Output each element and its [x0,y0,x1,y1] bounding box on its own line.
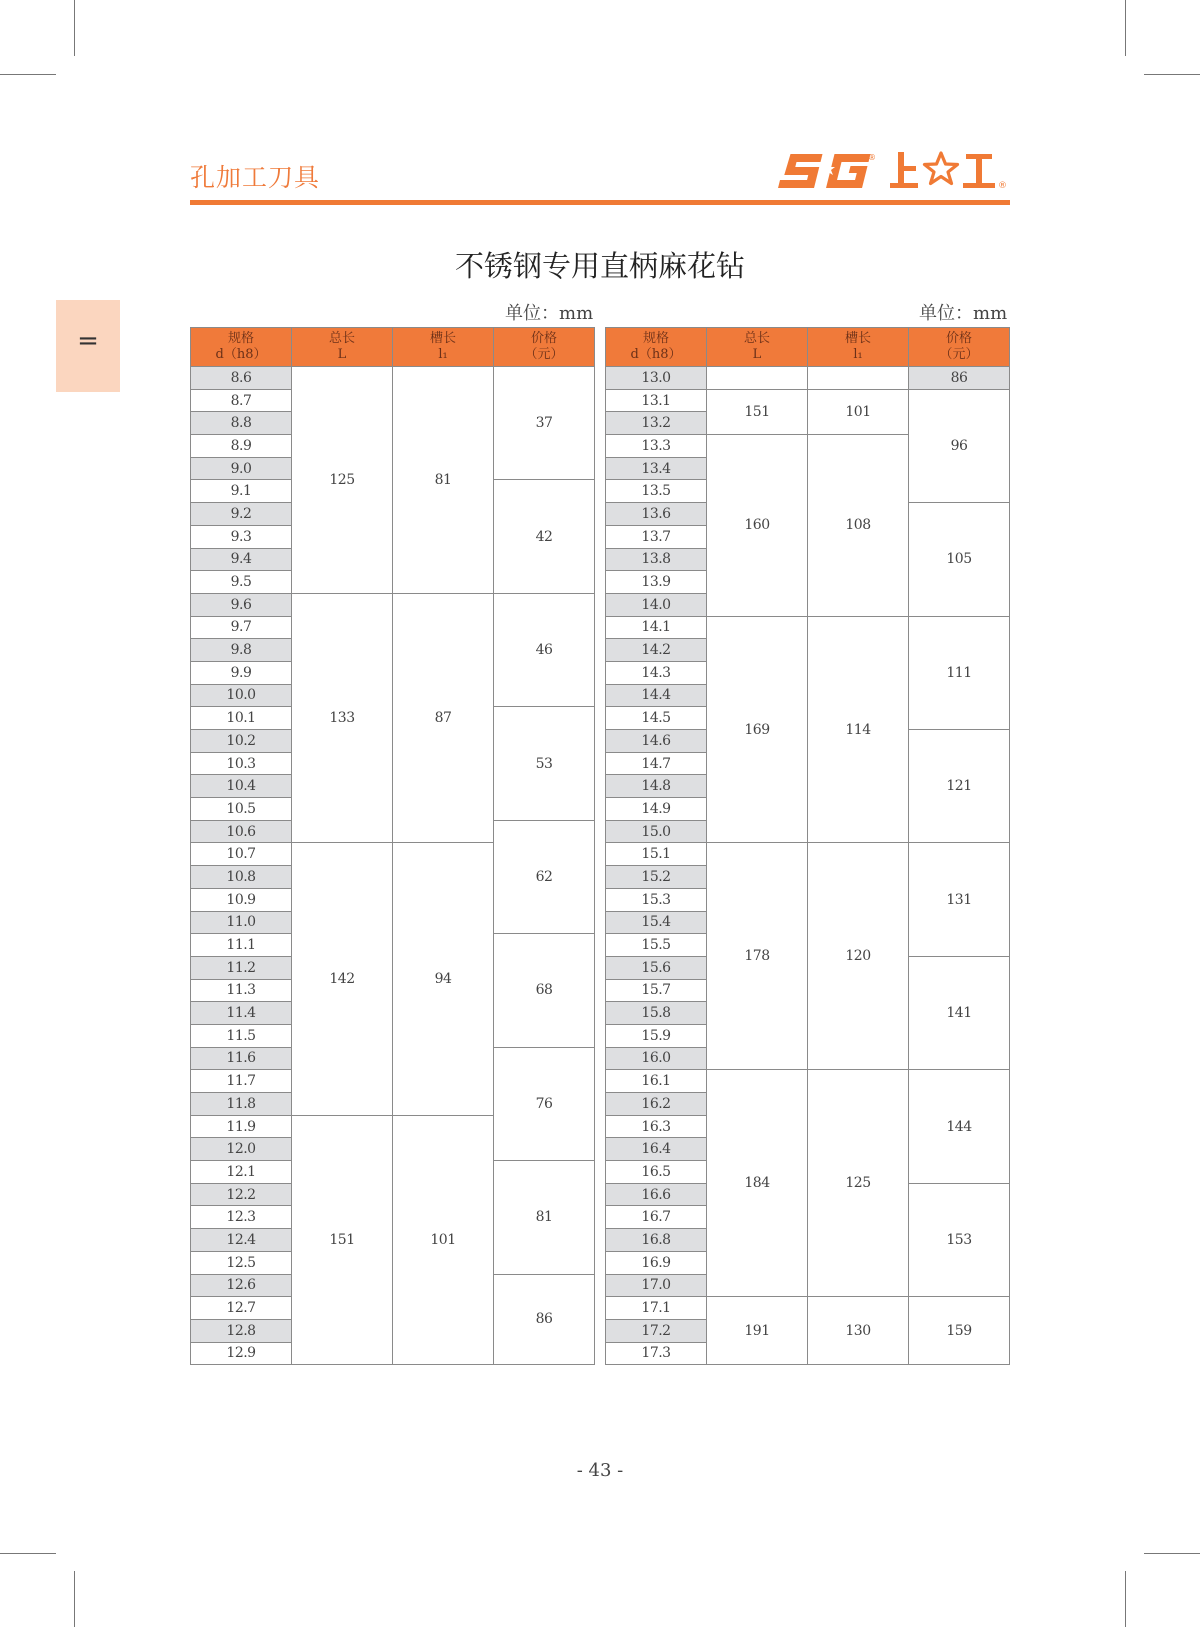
diameter-cell: 8.7 [191,389,292,412]
total-length-cell: 133 [292,593,393,843]
diameter-cell: 10.1 [191,707,292,730]
diameter-cell: 13.1 [606,389,707,412]
diameter-cell: 13.7 [606,525,707,548]
diameter-cell: 8.6 [191,367,292,390]
diameter-cell: 14.3 [606,661,707,684]
section-title: 孔加工刀具 [190,163,321,192]
total-length-cell: 184 [707,1070,808,1297]
spec-table-left [190,327,595,1365]
diameter-cell: 11.9 [191,1115,292,1138]
price-cell: 86 [494,1274,595,1365]
diameter-cell: 10.2 [191,730,292,753]
diameter-cell: 10.8 [191,866,292,889]
diameter-cell: 17.2 [606,1319,707,1342]
diameter-cell: 12.6 [191,1274,292,1297]
diameter-cell: 16.1 [606,1070,707,1093]
diameter-cell: 15.7 [606,979,707,1002]
col-header-total-length: 总长 L [292,328,393,367]
crop-mark [74,0,75,56]
diameter-cell: 12.9 [191,1342,292,1365]
diameter-cell: 9.1 [191,480,292,503]
price-cell: 76 [494,1047,595,1160]
diameter-cell: 15.1 [606,843,707,866]
total-length-cell [707,367,808,390]
table-row [606,389,1010,412]
diameter-cell: 17.3 [606,1342,707,1365]
price-cell: 144 [909,1070,1010,1183]
diameter-cell: 16.9 [606,1251,707,1274]
diameter-cell: 17.0 [606,1274,707,1297]
crop-mark [0,1553,56,1554]
table-row [606,616,1010,639]
price-cell: 111 [909,616,1010,729]
diameter-cell: 8.9 [191,435,292,458]
total-length-cell: 142 [292,843,393,1115]
table-row [606,367,1010,390]
spec-table-right [605,327,1010,1365]
diameter-cell: 12.0 [191,1138,292,1161]
svg-text:®: ® [998,181,1007,191]
diameter-cell: 10.3 [191,752,292,775]
price-cell: 153 [909,1183,1010,1296]
total-length-cell: 191 [707,1297,808,1365]
table-row [606,1297,1010,1320]
price-cell: 141 [909,956,1010,1069]
diameter-cell: 11.0 [191,911,292,934]
diameter-cell: 16.8 [606,1229,707,1252]
price-cell: 86 [909,367,1010,390]
diameter-cell: 12.8 [191,1319,292,1342]
diameter-cell: 14.5 [606,707,707,730]
diameter-cell: 9.3 [191,525,292,548]
total-length-cell: 151 [292,1115,393,1365]
brand-logo [770,148,1010,194]
flute-length-cell: 125 [808,1070,909,1297]
crop-mark [1125,0,1126,56]
diameter-cell: 13.9 [606,571,707,594]
col-header-total-length: 总长 L [707,328,808,367]
price-cell: 62 [494,820,595,933]
diameter-cell: 10.7 [191,843,292,866]
diameter-cell: 15.2 [606,866,707,889]
side-tab [56,300,120,392]
table-row [191,593,595,616]
diameter-cell: 17.1 [606,1297,707,1320]
diameter-cell: 16.4 [606,1138,707,1161]
diameter-cell: 14.2 [606,639,707,662]
diameter-cell: 16.0 [606,1047,707,1070]
flute-length-cell: 130 [808,1297,909,1365]
crop-mark [0,74,56,75]
diameter-cell: 14.0 [606,593,707,616]
flute-length-cell [808,367,909,390]
price-cell: 96 [909,389,1010,502]
diameter-cell: 15.9 [606,1024,707,1047]
page-title: 不锈钢专用直柄麻花钻 [454,249,745,283]
diameter-cell: 12.4 [191,1229,292,1252]
price-cell: 81 [494,1161,595,1274]
diameter-cell: 16.3 [606,1115,707,1138]
crop-mark [1144,1553,1200,1554]
diameter-cell: 14.9 [606,798,707,821]
col-header-flute-length: 槽长 l₁ [808,328,909,367]
diameter-cell: 11.4 [191,1002,292,1025]
crop-mark [1144,74,1200,75]
diameter-cell: 16.7 [606,1206,707,1229]
diameter-cell: 16.5 [606,1161,707,1184]
flute-length-cell: 87 [393,593,494,843]
diameter-cell: 14.4 [606,684,707,707]
price-cell: 159 [909,1297,1010,1365]
diameter-cell: 9.7 [191,616,292,639]
diameter-cell: 9.6 [191,593,292,616]
diameter-cell: 11.7 [191,1070,292,1093]
diameter-cell: 11.3 [191,979,292,1002]
header-rule [190,200,1010,205]
flute-length-cell: 120 [808,843,909,1070]
diameter-cell: 10.9 [191,888,292,911]
diameter-cell: 13.5 [606,480,707,503]
price-cell: 42 [494,480,595,593]
unit-label-right: 单位：mm [919,303,1008,324]
diameter-cell: 10.0 [191,684,292,707]
diameter-cell: 11.8 [191,1093,292,1116]
diameter-cell: 12.1 [191,1161,292,1184]
diameter-cell: 9.5 [191,571,292,594]
diameter-cell: 15.4 [606,911,707,934]
total-length-cell: 160 [707,435,808,617]
diameter-cell: 13.3 [606,435,707,458]
crop-mark [1125,1571,1126,1627]
col-header-price: 价格 （元） [494,328,595,367]
table-row [606,843,1010,866]
total-length-cell: 178 [707,843,808,1070]
diameter-cell: 12.2 [191,1183,292,1206]
total-length-cell: 125 [292,367,393,594]
price-cell: 121 [909,730,1010,843]
diameter-cell: 12.5 [191,1251,292,1274]
price-cell: 131 [909,843,1010,956]
diameter-cell: 10.5 [191,798,292,821]
diameter-cell: 11.2 [191,956,292,979]
diameter-cell: 9.0 [191,457,292,480]
diameter-cell: 9.9 [191,661,292,684]
diameter-cell: 13.4 [606,457,707,480]
price-cell: 37 [494,367,595,480]
diameter-cell: 13.2 [606,412,707,435]
flute-length-cell: 94 [393,843,494,1115]
flute-length-cell: 81 [393,367,494,594]
diameter-cell: 8.8 [191,412,292,435]
diameter-cell: 10.4 [191,775,292,798]
diameter-cell: 13.0 [606,367,707,390]
table-row [191,367,595,390]
table-row [606,1070,1010,1093]
col-header-price: 价格 （元） [909,328,1010,367]
price-cell: 105 [909,503,1010,616]
diameter-cell: 15.0 [606,820,707,843]
total-length-cell: 151 [707,389,808,434]
diameter-cell: 11.1 [191,934,292,957]
flute-length-cell: 108 [808,435,909,617]
col-header-flute-length: 槽长 l₁ [393,328,494,367]
price-cell: 68 [494,934,595,1047]
diameter-cell: 16.6 [606,1183,707,1206]
price-cell: 46 [494,593,595,706]
diameter-cell: 15.5 [606,934,707,957]
flute-length-cell: 101 [808,389,909,434]
price-cell: 53 [494,707,595,820]
diameter-cell: 15.3 [606,888,707,911]
unit-label-left: 单位：mm [505,303,594,324]
diameter-cell: 11.5 [191,1024,292,1047]
diameter-cell: 9.2 [191,503,292,526]
flute-length-cell: 114 [808,616,909,843]
flute-length-cell: 101 [393,1115,494,1365]
svg-text:®: ® [868,153,876,162]
diameter-cell: 11.6 [191,1047,292,1070]
diameter-cell: 9.4 [191,548,292,571]
diameter-cell: 14.8 [606,775,707,798]
diameter-cell: 14.7 [606,752,707,775]
col-header-diameter: 规格 d（h8） [191,328,292,367]
diameter-cell: 14.6 [606,730,707,753]
side-tab-label: = [77,326,99,356]
page-number: - 43 - [576,1460,624,1481]
diameter-cell: 13.8 [606,548,707,571]
col-header-diameter: 规格 d（h8） [606,328,707,367]
diameter-cell: 9.8 [191,639,292,662]
diameter-cell: 12.3 [191,1206,292,1229]
diameter-cell: 15.6 [606,956,707,979]
diameter-cell: 16.2 [606,1093,707,1116]
total-length-cell: 169 [707,616,808,843]
diameter-cell: 12.7 [191,1297,292,1320]
diameter-cell: 14.1 [606,616,707,639]
crop-mark [74,1571,75,1627]
diameter-cell: 10.6 [191,820,292,843]
diameter-cell: 15.8 [606,1002,707,1025]
diameter-cell: 13.6 [606,503,707,526]
